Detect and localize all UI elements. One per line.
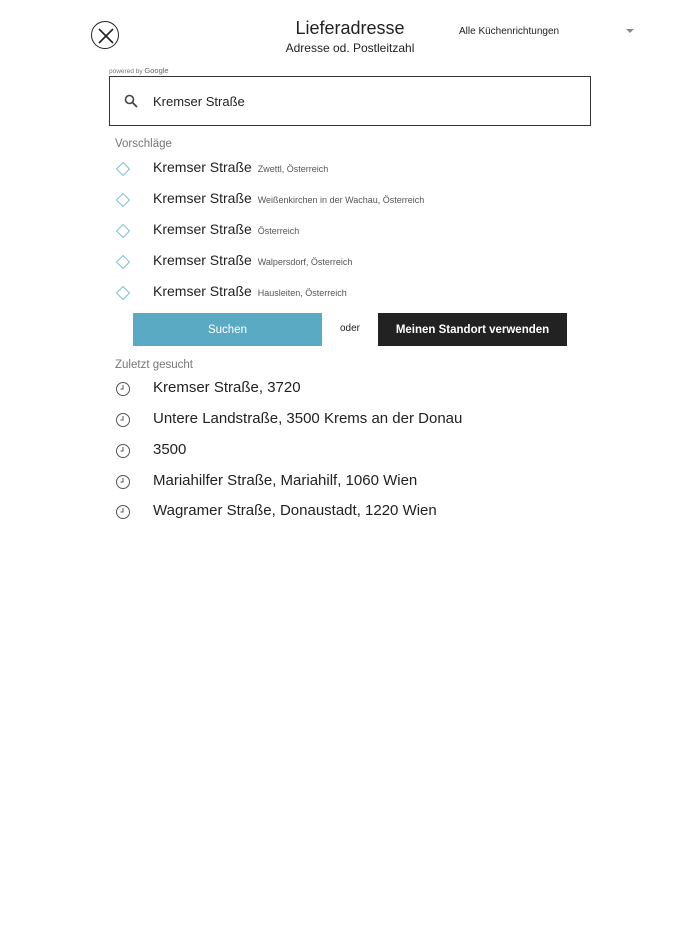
dropdown-arrow-icon [626,29,634,33]
use-my-location-button[interactable]: Meinen Standort verwenden [378,313,567,346]
suggestion-sub: Walpersdorf, Österreich [257,257,353,267]
suggestion-sub: Hausleiten, Österreich [257,288,347,298]
suggestion-main: Kremser Straße [153,221,252,237]
or-label: oder [339,323,360,334]
recent-search-item[interactable] [115,470,595,494]
search-box [109,76,591,126]
place-diamond-icon [115,161,131,177]
recent-search-item[interactable] [115,377,595,401]
cuisine-dropdown[interactable] [459,26,637,42]
recent-search-text: Mariahilfer Straße, Mariahilf, 1060 Wien [153,472,418,489]
recent-searches-label: Zuletzt gesucht [115,359,193,371]
header [200,17,500,55]
search-button[interactable]: Suchen [133,313,322,346]
place-diamond-icon [115,192,131,208]
suggestion-main: Kremser Straße [153,283,252,299]
suggestion-item[interactable] [115,281,595,305]
google-logo: Google [144,66,169,75]
page-subtitle: Adresse od. Postleitzahl [285,41,415,55]
place-diamond-icon [115,254,131,270]
clock-icon [115,504,131,520]
clock-icon [115,381,131,397]
page-title: Lieferadresse [295,18,405,38]
suggestion-item[interactable] [115,188,595,212]
recent-search-item[interactable] [115,439,595,463]
suggestion-main: Kremser Straße [153,159,252,175]
recent-search-text: Untere Landstraße, 3500 Krems an der Donau [153,410,463,427]
recent-search-text: Kremser Straße, 3720 [153,379,301,396]
place-diamond-icon [115,285,131,301]
cuisine-dropdown-value: Alle Küchenrichtungen [459,26,560,37]
clock-icon [115,443,131,459]
recent-search-text: Wagramer Straße, Donaustadt, 1220 Wien [153,502,437,519]
suggestion-sub: Weißenkirchen in der Wachau, Österreich [257,195,425,205]
powered-by-google [109,66,169,75]
place-diamond-icon [115,223,131,239]
recent-search-text: 3500 [153,441,187,458]
suggestion-main: Kremser Straße [153,252,252,268]
clock-icon [115,412,131,428]
suggestion-item[interactable] [115,157,595,181]
close-icon [97,27,115,45]
suggestions-label: Vorschläge [115,138,172,150]
address-search-input[interactable] [153,91,573,111]
suggestion-main: Kremser Straße [153,190,252,206]
close-button[interactable] [91,21,119,49]
recent-search-item[interactable] [115,500,595,524]
suggestion-item[interactable] [115,250,595,274]
clock-icon [115,474,131,490]
recent-search-item[interactable] [115,408,595,432]
search-icon [124,94,138,108]
suggestion-item[interactable] [115,219,595,243]
suggestion-sub: Zwettl, Österreich [257,164,329,174]
powered-by-text: powered by [109,68,143,75]
suggestion-sub: Österreich [257,226,300,236]
